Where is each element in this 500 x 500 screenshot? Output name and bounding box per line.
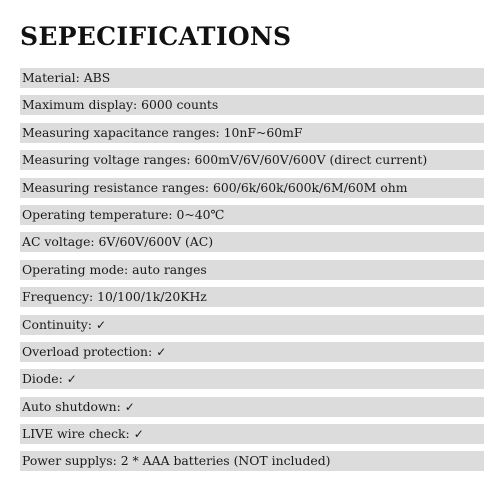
spec-label: Maximum display: 6000 counts [22, 97, 219, 113]
spec-row-operating-mode [20, 260, 484, 280]
spec-label: LIVE wire check: [22, 426, 130, 442]
spec-label: Auto shutdown: [22, 398, 121, 414]
spec-row-temperature [20, 205, 484, 225]
spec-row-max-display [20, 95, 484, 115]
spec-row-power-supply [20, 451, 484, 471]
check-icon: ✓ [66, 372, 77, 387]
spec-row-frequency [20, 287, 484, 307]
spec-list [20, 68, 484, 471]
spec-label: Operating mode: auto ranges [22, 261, 207, 277]
spec-label: Diode: [22, 371, 63, 387]
spec-row-voltage [20, 150, 484, 170]
spec-row-live-wire [20, 424, 484, 444]
spec-label: Measuring xapacitance ranges: 10nF~60mF [22, 124, 303, 140]
spec-row-auto-shutdown [20, 397, 484, 417]
check-icon: ✓ [95, 317, 107, 332]
spec-label: Continuity: [22, 316, 92, 332]
spec-row-material [20, 68, 484, 88]
spec-label: Measuring resistance ranges: 600/6k/60k/600k/6M/60M ohm [22, 179, 408, 195]
spec-label: Overload protection: [22, 343, 153, 359]
spec-label: Measuring voltage ranges: 600mV/6V/60V/600V (direct current) [22, 152, 428, 168]
spec-label: Material: ABS [22, 70, 111, 85]
spec-row-continuity [20, 315, 484, 335]
spec-row-overload [20, 342, 484, 362]
spec-row-ac-voltage [20, 232, 484, 252]
spec-label: Frequency: 10/100/1k/20KHz [22, 289, 207, 305]
check-icon: ✓ [133, 427, 144, 442]
spec-label: Power supplys: 2 * AAA batteries (NOT included) [22, 453, 331, 469]
check-icon: ✓ [124, 399, 135, 414]
spec-row-resistance [20, 178, 484, 198]
check-icon: ✓ [156, 344, 167, 359]
page-title: SEPECIFICATIONS [20, 22, 292, 51]
spec-row-capacitance [20, 123, 484, 143]
spec-label: AC voltage: 6V/60V/600V (AC) [22, 234, 214, 250]
spec-label: Operating temperature: 0~40℃ [22, 206, 225, 222]
spec-row-diode [20, 369, 484, 389]
